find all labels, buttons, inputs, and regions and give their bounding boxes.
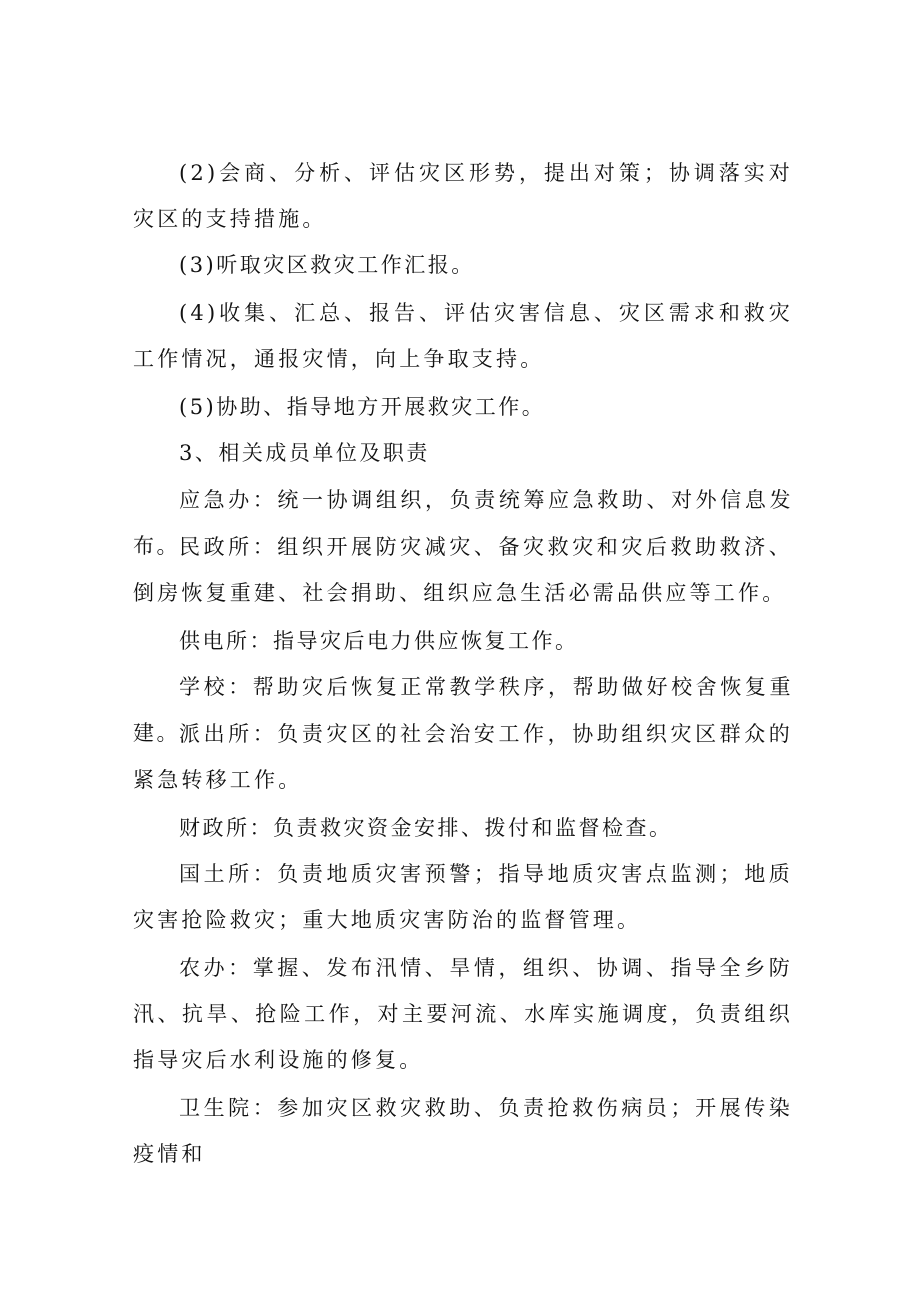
paragraph-health-center: 卫生院：参加灾区救灾救助、负责抢救伤病员；开展传染疫情和 — [133, 1096, 793, 1166]
paragraph-3: (3)听取灾区救灾工作汇报。 — [179, 253, 475, 277]
paragraph-police-station: 派出所：负责灾区的社会治安工作，协助组织灾区群众的紧急转移工作。 — [133, 722, 793, 792]
paragraph-2: (2)会商、分析、评估灾区形势，提出对策；协调落实对灾区的支持措施。 — [133, 161, 793, 231]
paragraph-4: (4)收集、汇总、报告、评估灾害信息、灾区需求和救灾工作情况，通报灾情，向上争取支持。 — [133, 301, 793, 371]
paragraph-5: (5)协助、指导地方开展救灾工作。 — [179, 395, 546, 419]
paragraph-emergency-office: 应急办：统一协调组织，负责统筹应急救助、对外信息发布。 — [133, 488, 793, 558]
paragraph-land-resources: 国土所：负责地质灾害预警；指导地质灾害点监测；地质灾害抢险救灾；重大地质灾害防治的监督管理。 — [133, 862, 793, 932]
paragraph-power-supply: 供电所：指导灾后电力供应恢复工作。 — [179, 629, 579, 653]
paragraph-school: 学校：帮助灾后恢复正常教学秩序，帮助做好校舍恢复重建。 — [133, 675, 793, 745]
paragraph-civil-affairs: 民政所：组织开展防灾减灾、备灾救灾和灾后救助救济、倒房恢复重建、社会捐助、组织应急生活必需品供应等工作。 — [133, 535, 793, 605]
section-heading-3: 3、相关成员单位及职责 — [179, 441, 430, 465]
paragraph-finance: 财政所：负责救灾资金安排、拨付和监督检查。 — [179, 816, 673, 840]
paragraph-agriculture: 农办：掌握、发布汛情、旱情，组织、协调、指导全乡防汛、抗旱、抢险工作，对主要河流、水库实施调度，负责组织指导灾后水利设施的修复。 — [133, 956, 793, 1072]
